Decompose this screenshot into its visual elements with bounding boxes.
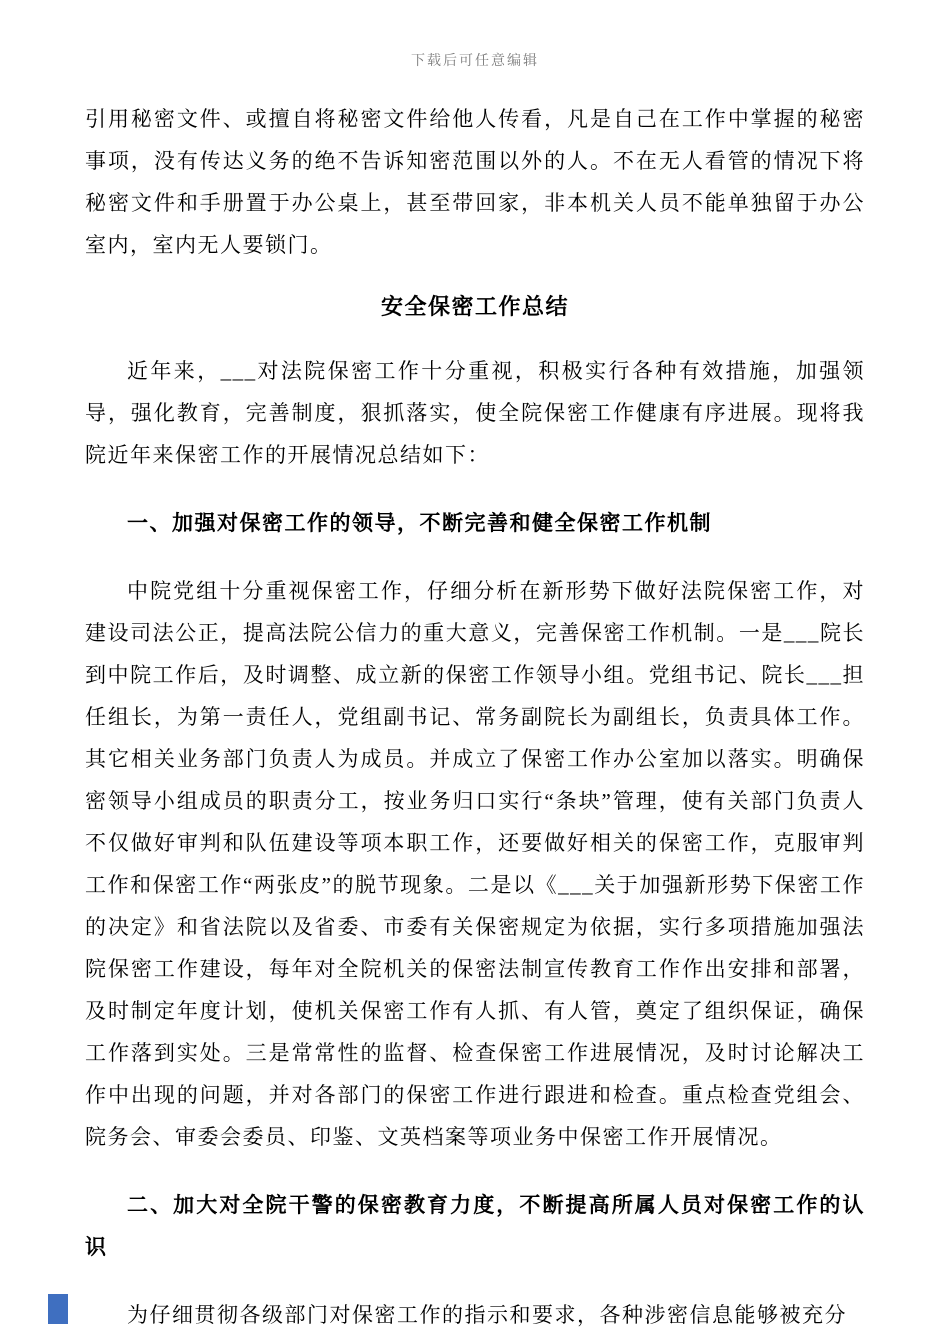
paragraph-section-1: 中院党组十分重视保密工作，仔细分析在新形势下做好法院保密工作，对建设司法公正，提高法院公信力的重大意义，完善保密工作机制。一是___院长到中院工作后，及时调整、成立新的保密工作领导小组。党组书记、院长___担任组长，为第一责任人，党组副书记、常务副院长为副组长，负责具体工作。其它相关业务部门负责人为成员。并成立了保密工作办公室加以落实。明确保密领导小组成员的职责分工，按业务归口实行“条块”管理，使有关部门负责人不仅做好审判和队伍建设等项本职工作，还要做好相关的保密工作，克服审判工作和保密工作“两张皮”的脱节现象。二是以《___关于加强新形势下保密工作的决定》和省法院以及省委、市委有关保密规定为依据，实行多项措施加强法院保密工作建设，每年对全院机关的保密法制宣传教育工作作出安排和部署，及时制定年度计划，使机关保密工作有人抓、有人管，奠定了组织保证，确保工作落到实处。三是常常性的监督、检查保密工作进展情况，及时讨论解决工作中出现的问题，并对各部门的保密工作进行跟进和检查。重点检查党组会、院务会、审委会委员、印鉴、文英档案等项业务中保密工作开展情况。 <box>85 579 865 1149</box>
bottom-left-decoration <box>48 1294 68 1324</box>
paragraph-continuation: 引用秘密文件、或擅自将秘密文件给他人传看，凡是自己在工作中掌握的秘密事项，没有传达义务的绝不告诉知密范围以外的人。不在无人看管的情况下将秘密文件和手册置于办公桌上，甚至带回家，非本机关人员不能单独留于办公室内，室内无人要锁门。 <box>85 107 865 257</box>
section-heading-1: 一、加强对保密工作的领导，不断完善和健全保密工作机制 <box>127 511 712 535</box>
document-title: 安全保密工作总结 <box>380 294 569 319</box>
paragraph-section-2: 为仔细贯彻各级部门对保密工作的指示和要求，各种涉密信息能够被充分 <box>127 1303 847 1327</box>
document-content <box>0 70 950 1336</box>
paragraph-intro: 近年来，___对法院保密工作十分重视，积极实行各种有效措施，加强领导，强化教育，完善制度，狠抓落实，使全院保密工作健康有序进展。现将我院近年来保密工作的开展情况总结如下： <box>85 359 865 467</box>
page-header-note: 下载后可任意编辑 <box>411 54 539 69</box>
section-heading-2: 二、加大对全院干警的保密教育力度，不断提高所属人员对保密工作的认识 <box>85 1193 865 1259</box>
